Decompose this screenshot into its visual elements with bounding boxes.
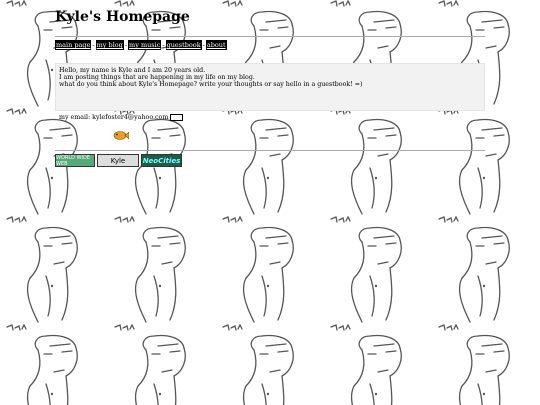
nav-main-page[interactable]: main page (56, 41, 91, 49)
email-line (59, 114, 481, 121)
kyle-badge[interactable]: Kyle (97, 154, 139, 167)
nav-my-blog[interactable]: my blog (96, 41, 123, 49)
intro-text-2: I am posting things that are happening in my life on my blog. (59, 74, 255, 81)
neocities-badge[interactable]: NeoCities (141, 154, 182, 167)
nav-guestbook[interactable]: guestbook (166, 41, 201, 49)
intro-text-3: what do you think about Kyle's Homepage? write your thoughts or say hello in a guestbook! =) (59, 81, 363, 88)
main-nav: main page - my blog - my music - guestbook - about (56, 41, 226, 49)
divider-bottom (55, 150, 485, 151)
fish-icon (113, 126, 129, 145)
nav-my-music[interactable]: my music (129, 41, 161, 49)
email-icon[interactable] (170, 114, 183, 121)
nav-about[interactable]: about (206, 41, 226, 49)
intro-panel (55, 63, 485, 121)
web-badge[interactable]: WORLD WIDE WEB (55, 154, 95, 167)
page-title: Kyle's Homepage (55, 9, 190, 25)
email-text: my email: kylefoster4@yahoo.com (59, 114, 169, 121)
intro-text-1: Hello, my name is Kyle and I am 20 years old. (59, 67, 206, 74)
badge-row (55, 154, 182, 167)
divider-top (55, 36, 485, 37)
